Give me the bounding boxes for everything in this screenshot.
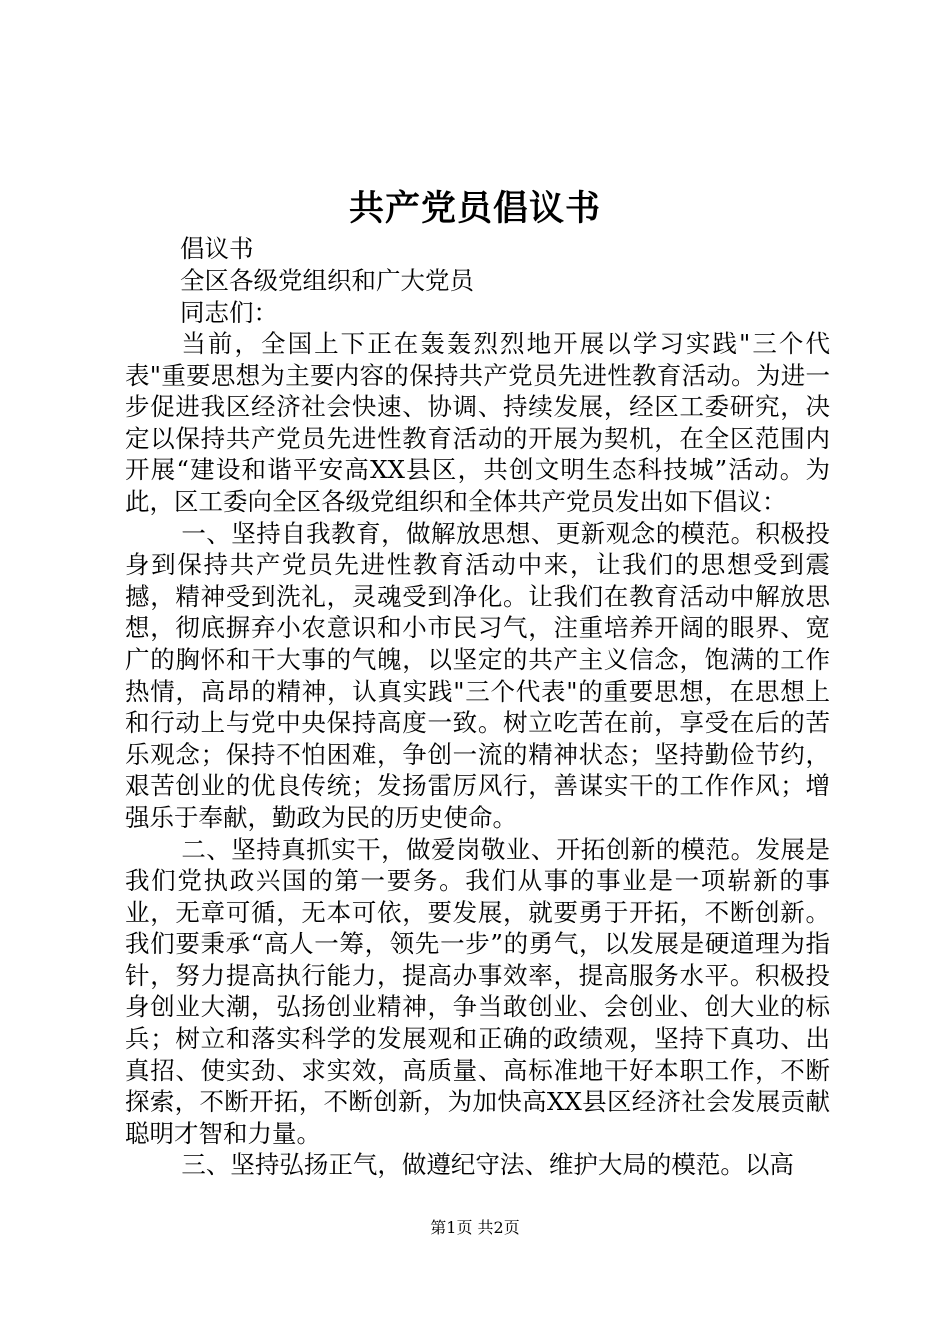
paragraph: 三、坚持弘扬正气，做遵纪守法、维护大局的模范。以高 — [181, 1150, 794, 1180]
heading-line-3: 同志们： — [180, 298, 278, 327]
paragraph: 二、坚持真抓实干，做爱岗敬业、开拓创新的模范。发展是我们党执政兴国的第一要务。我们从事的事业是一项崭新的事业，无章可循，无本可依，要发展，就要勇于开拓，不断创新。我们要秉承“高人一筹，领先一步”的勇气，以发展是硬道理为指针，努力提高执行能力，提高办事效率，提高服务水平。积极投身创业大潮，弘扬创业精神，争当敢创业、会创业、创大业的标兵；树立和落实科学的发展观和正确的政绩观，坚持下真功、出真招、使实劲、求实效，高质量、高标准地干好本职工作，不断探索，不断开拓，不断创新，为加快高XX县区经济社会发展贡献聪明才智和力量。 — [125, 834, 830, 1148]
document-body — [125, 328, 830, 1181]
heading-line-2: 全区各级党组织和广大党员 — [180, 266, 474, 295]
paragraph: 一、坚持自我教育，做解放思想、更新观念的模范。积极投身到保持共产党员先进性教育活动中来，让我们的思想受到震撼，精神受到洗礼，灵魂受到净化。让我们在教育活动中解放思想，彻底摒弃小农意识和小市民习气，注重培养开阔的眼界、宽广的胸怀和干大事的气魄，以坚定的共产主义信念，饱满的工作热情，高昂的精神，认真实践"三个代表"的重要思想，在思想上和行动上与党中央保持高度一致。树立吃苦在前，享受在后的苦乐观念；保持不怕困难，争创一流的精神状态；坚持勤俭节约，艰苦创业的优良传统；发扬雷厉风行，善谋实干的工作作风；增强乐于奉献，勤政为民的历史使命。 — [125, 518, 830, 832]
paragraph: 当前，全国上下正在轰轰烈烈地开展以学习实践"三个代表"重要思想为主要内容的保持共产党员先进性教育活动。为进一步促进我区经济社会快速、协调、持续发展，经区工委研究，决定以保持共产党员先进性教育活动的开展为契机，在全区范围内开展“建设和谐平安高XX县区，共创文明生态科技城”活动。为此，区工委向全区各级党组织和全体共产党员发出如下倡议： — [125, 329, 830, 516]
heading-line-1: 倡议书 — [180, 234, 254, 263]
page-footer: 第1页 共2页 — [430, 1218, 520, 1237]
document-title: 共产党员倡议书 — [348, 188, 601, 229]
